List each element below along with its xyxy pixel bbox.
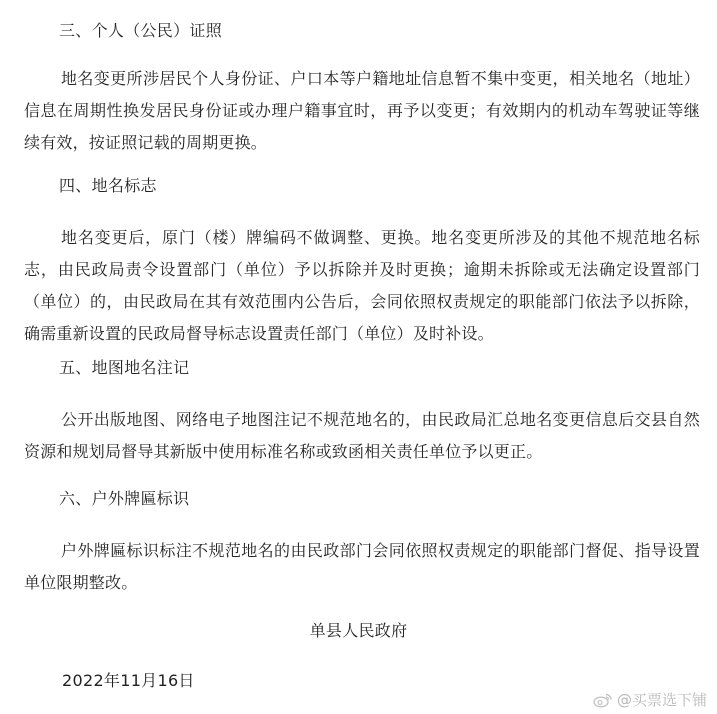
weibo-watermark [593,690,707,710]
section-heading-id-documents: 三、个人（公民）证照 [59,21,223,40]
section-paragraph-outdoor-signboards: 户外牌匾标识标注不规范地名的由民政部门会同依照权责规定的职能部门督促、指导设置单位限期整改。 [24,541,700,592]
weibo-logo-icon [593,692,613,708]
section-paragraph-map-annotations: 公开出版地图、网络电子地图注记不规范地名的，由民政局汇总地名变更信息后交县自然资源和规划局督导其新版中使用标准名称或致函相关责任单位予以更正。 [24,410,700,461]
section-heading-outdoor-signboards: 六、户外牌匾标识 [59,489,190,508]
issue-date: 2022年11月16日 [62,671,195,690]
section-heading-place-name-signs: 四、地名标志 [59,176,157,195]
issuer-signature: 单县人民政府 [309,621,408,640]
section-paragraph-id-documents: 地名变更所涉居民个人身份证、户口本等户籍地址信息暂不集中变更，相关地名（地址）信息在周期性换发居民身份证或办理户籍事宜时，再予以变更；有效期内的机动车驾驶证等继续有效，按证照记载的周期更换。 [24,69,700,152]
section-heading-map-annotations: 五、地图地名注记 [59,358,190,377]
section-paragraph-place-name-signs: 地名变更后，原门（楼）牌编码不做调整、更换。地名变更所涉及的其他不规范地名标志，由民政局责令设置部门（单位）予以拆除并及时更换；逾期未拆除或无法确定设置部门（单位）的，由民政局在其有效范围内公告后，会同依照权责规定的职能部门依法予以拆除，确需重新设置的民政局督导标志设置责任部门（单位）及时补设。 [24,228,700,343]
watermark-text: @买票选下铺 [616,691,707,709]
